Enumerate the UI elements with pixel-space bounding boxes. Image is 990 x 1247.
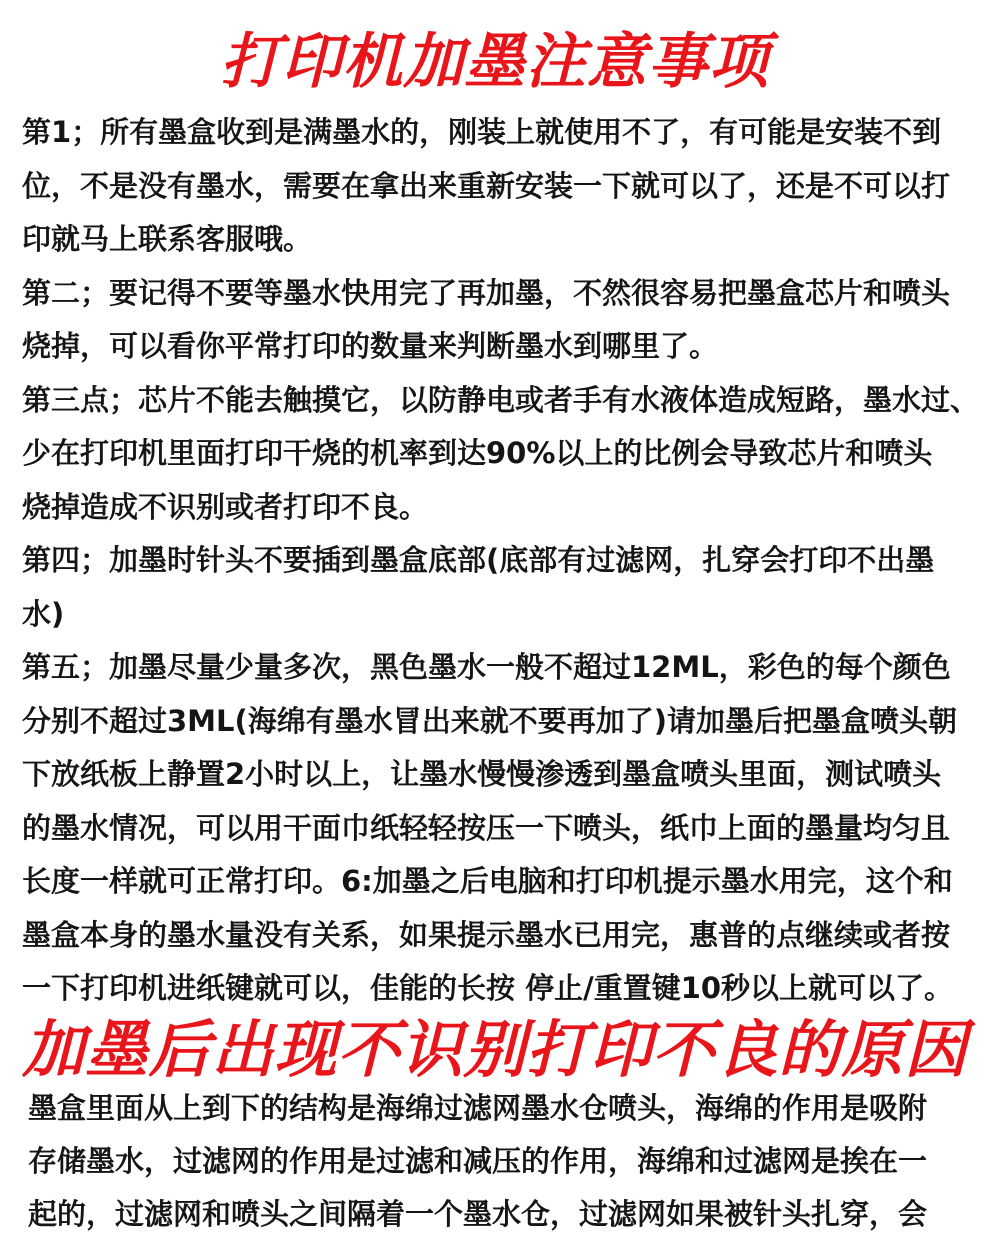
notes-line: 长度一样就可正常打印。6:加墨之后电脑和打印机提示墨水用完，这个和	[22, 864, 953, 898]
notes-line: 一下打印机进纸键就可以，佳能的长按 停止/重置键10秒以上就可以了。	[22, 971, 954, 1005]
reason-line: 存储墨水，过滤网的作用是过滤和减压的作用，海绵和过滤网是挨在一	[28, 1144, 928, 1178]
notes-line: 墨盒本身的墨水量没有关系，如果提示墨水已用完，惠普的点继续或者按	[22, 917, 951, 952]
notes-line: 分别不超过3ML(海绵有墨水冒出来就不要再加了)请加墨后把墨盒喷头朝	[22, 703, 958, 738]
notes-line: 烧掉造成不识别或者打印不良。	[22, 489, 429, 524]
page-title	[0, 22, 990, 102]
title-text: 加墨后出现不识别打印不良的原因	[22, 1013, 968, 1086]
notes-line: 第四；加墨时针头不要插到墨盒底部(底部有过滤网，扎穿会打印不出墨	[22, 543, 935, 577]
notes-line: 印就马上联系客服哦。	[22, 222, 313, 256]
notes-line: 少在打印机里面打印干烧的机率到达90%以上的比例会导致芯片和喷头	[22, 436, 933, 470]
notes-line: 烧掉，可以看你平常打印的数量来判断墨水到哪里了。	[22, 329, 719, 363]
notes-line: 水)	[22, 596, 65, 631]
notes-line: 第五；加墨尽量少量多次，黑色墨水一般不超过12ML，彩色的每个颜色	[22, 650, 951, 684]
notes-line: 位，不是没有墨水，需要在拿出来重新安装一下就可以了，还是不可以打	[22, 168, 951, 203]
notes-line: 第三点；芯片不能去触摸它，以防静电或者手有水液体造成短路，墨水过、	[22, 382, 980, 417]
notes-line: 第1；所有墨盒收到是满墨水的，刚装上就使用不了，有可能是安装不到	[22, 115, 942, 149]
notes-line: 下放纸板上静置2小时以上，让墨水慢慢渗透到墨盒喷头里面，测试喷头	[22, 757, 942, 791]
title-text: 打印机加墨注意事项	[220, 27, 770, 97]
notes-line: 的墨水情况，可以用干面巾纸轻轻按压一下喷头，纸巾上面的墨量均匀且	[22, 810, 951, 845]
notes-line: 第二；要记得不要等墨水快用完了再加墨，不然很容易把墨盒芯片和喷头	[22, 275, 951, 310]
reason-section	[28, 1082, 990, 1241]
reason-line: 起的，过滤网和喷头之间隔着一个墨水仓，过滤网如果被针头扎穿，会	[28, 1197, 928, 1231]
notes-section	[22, 106, 984, 1016]
reason-line: 墨盒里面从上到下的结构是海绵过滤网墨水仓喷头，海绵的作用是吸附	[28, 1091, 928, 1125]
section-subtitle	[0, 1010, 990, 1090]
